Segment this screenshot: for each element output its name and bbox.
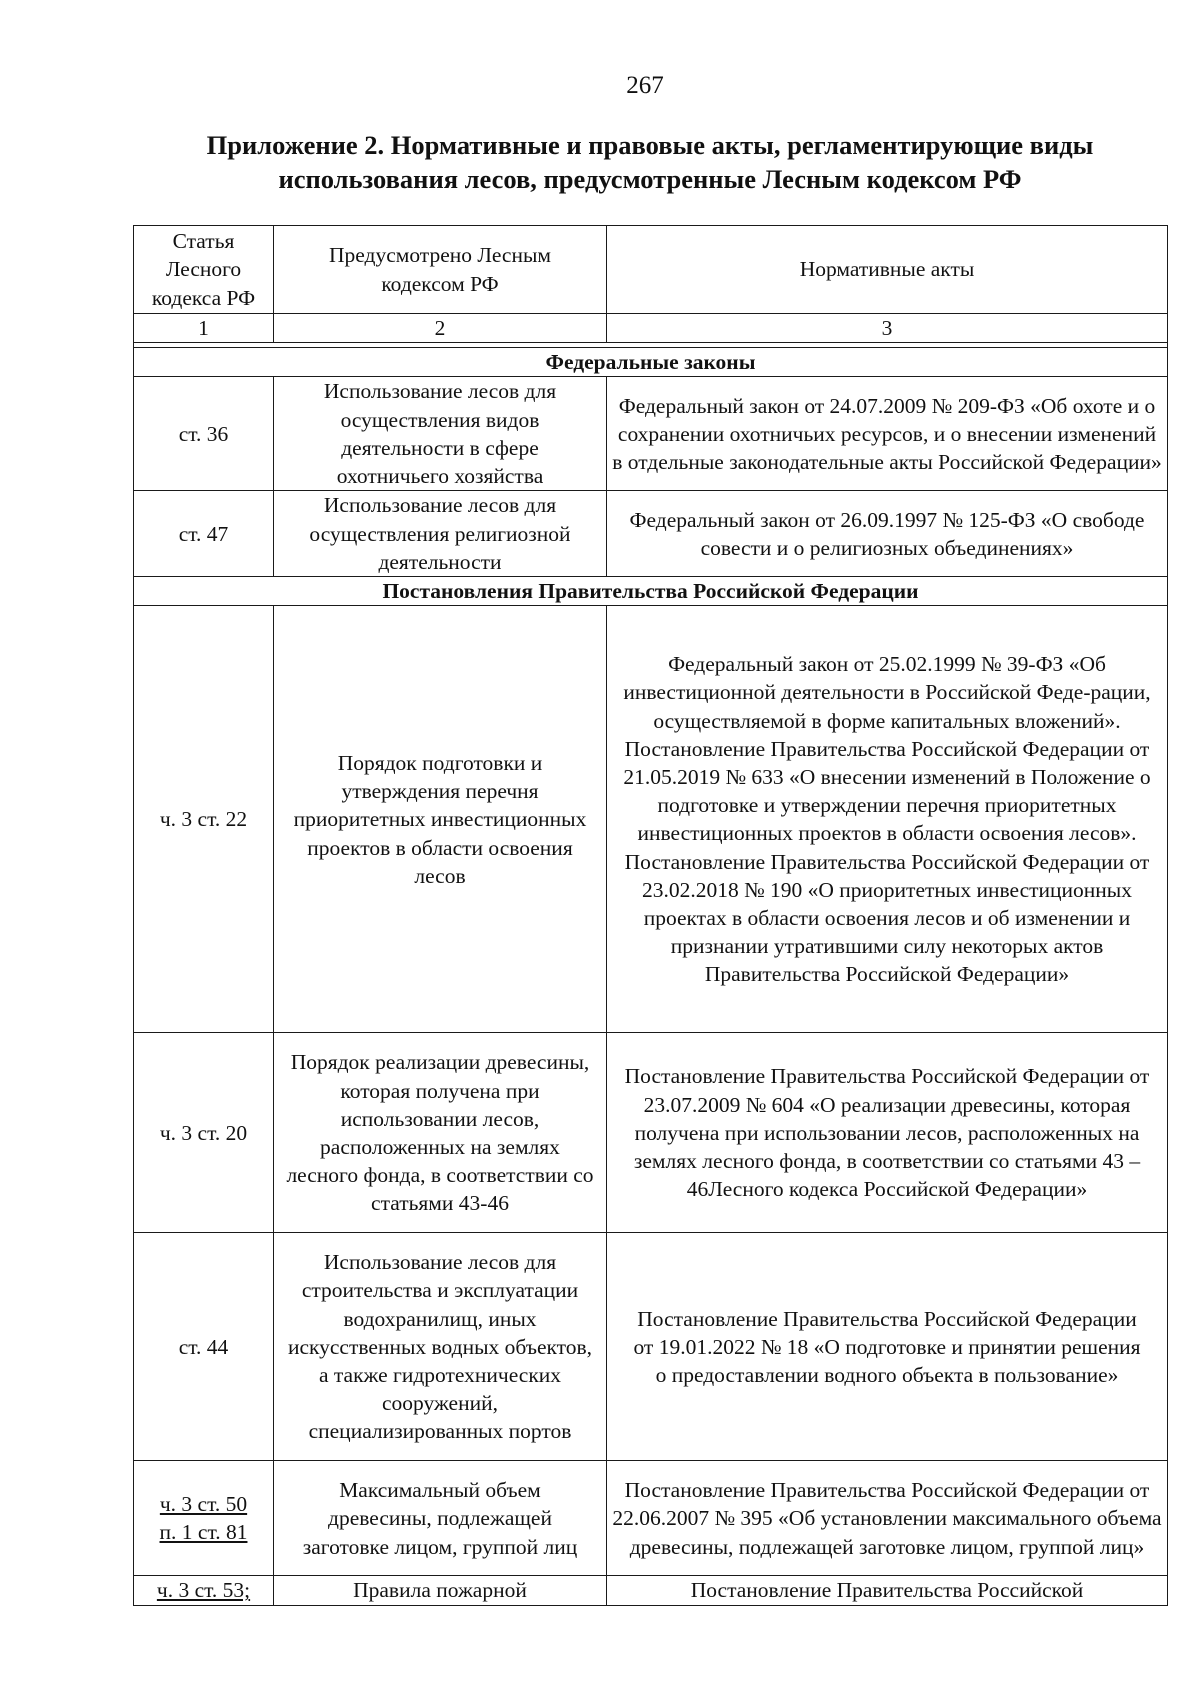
acts-cell: Федеральный закон от 26.09.1997 № 125-ФЗ «О свободе совести и о религиозных объединениях» <box>607 491 1168 577</box>
table-row <box>134 606 1168 1033</box>
article-link[interactable]: ч. 3 ст. 50 <box>159 1492 248 1517</box>
section-government-decrees <box>134 577 1168 606</box>
col-number: 3 <box>607 314 1168 343</box>
acts-cell: Федеральный закон от 24.07.2009 № 209-ФЗ «Об охоте и о сохранении охотничьих ресурсов, и о внесении изменений в отдельные законодательные акты Российской Федерации» <box>607 377 1168 491</box>
acts-cell: Постановление Правительства Российской Федерации от 19.01.2022 № 18 «О подготовке и принятии решения о предоставлении водного объекта в пользование» <box>607 1233 1168 1461</box>
article-cell: ст. 36 <box>134 377 274 491</box>
article-cell: ч. 3 ст. 20 <box>134 1033 274 1233</box>
provided-cell: Максимальный объем древесины, подлежащей заготовке лицом, группой лиц <box>274 1461 607 1576</box>
acts-table <box>133 225 1168 1606</box>
title-line-1: Приложение 2. Нормативные и правовые акты, регламентирующие виды <box>206 130 1094 160</box>
provided-cell: Использование лесов для осуществления видов деятельности в сфере охотничьего хозяйства <box>274 377 607 491</box>
section-federal-laws <box>134 348 1168 377</box>
page-title <box>150 128 1150 196</box>
provided-cell: Использование лесов для осуществления религиозной деятельности <box>274 491 607 577</box>
acts-cell: Постановление Правительства Российской <box>607 1576 1168 1605</box>
section-title: Федеральные законы <box>134 348 1168 377</box>
article-cell: ч. 3 ст. 22 <box>134 606 274 1033</box>
header-provided: Предусмотрено Лесным кодексом РФ <box>274 226 607 314</box>
table-row <box>134 1461 1168 1576</box>
article-link[interactable]: п. 1 ст. 81 <box>159 1520 248 1545</box>
page-number: 267 <box>626 72 664 99</box>
column-numbers-row <box>134 314 1168 343</box>
table-header-row <box>134 226 1168 314</box>
header-article: Статья Лесного кодекса РФ <box>134 226 274 314</box>
header-acts: Нормативные акты <box>607 226 1168 314</box>
article-cell <box>134 1576 274 1605</box>
table-row <box>134 1233 1168 1461</box>
table-row <box>134 1576 1168 1605</box>
provided-cell: Использование лесов для строительства и эксплуатации водохранилищ, иных искусственных водных объектов, а также гидротехнических сооружений, специализированных портов <box>274 1233 607 1461</box>
col-number: 1 <box>134 314 274 343</box>
title-line-2: использования лесов, предусмотренные Лесным кодексом РФ <box>278 164 1022 194</box>
article-cell: ст. 47 <box>134 491 274 577</box>
col-number: 2 <box>274 314 607 343</box>
table-row <box>134 1033 1168 1233</box>
table-row <box>134 491 1168 577</box>
provided-cell: Порядок подготовки и утверждения перечня приоритетных инвестиционных проектов в области освоения лесов <box>274 606 607 1033</box>
acts-cell: Постановление Правительства Российской Федерации от 22.06.2007 № 395 «Об установлении максимального объема древесины, подлежащей заготовке лицом, группой лиц» <box>607 1461 1168 1576</box>
acts-cell: Постановление Правительства Российской Федерации от 23.07.2009 № 604 «О реализации древесины, которая получена при использовании лесов, расположенных на землях лесного фонда, в соответствии со статьями 43 – 46Лесного кодекса Российской Федерации» <box>607 1033 1168 1233</box>
acts-cell: Федеральный закон от 25.02.1999 № 39-ФЗ «Об инвестиционной деятельности в Российской Феде-рации, осуществляемой в форме капитальных вложений». Постановление Правительства Российской Федерации от 21.05.2019 № 633 «О внесении изменений в Положение о подготовке и утверждении перечня приоритетных инвестиционных проектов в области освоения лесов». Постановление Правительства Российской Федерации от 23.02.2018 № 190 «О приоритетных инвестиционных проектах в области освоения лесов и об изменении и признании утратившими силу некоторых актов Правительства Российской Федерации» <box>607 606 1168 1033</box>
provided-cell: Порядок реализации древесины, которая получена при использовании лесов, расположенных на землях лесного фонда, в соответствии со статьями 43-46 <box>274 1033 607 1233</box>
provided-cell: Правила пожарной <box>274 1576 607 1605</box>
article-link[interactable]: ч. 3 ст. 53; <box>156 1578 251 1603</box>
section-title: Постановления Правительства Российской Федерации <box>134 577 1168 606</box>
article-cell <box>134 1461 274 1576</box>
table-row <box>134 377 1168 491</box>
article-cell: ст. 44 <box>134 1233 274 1461</box>
